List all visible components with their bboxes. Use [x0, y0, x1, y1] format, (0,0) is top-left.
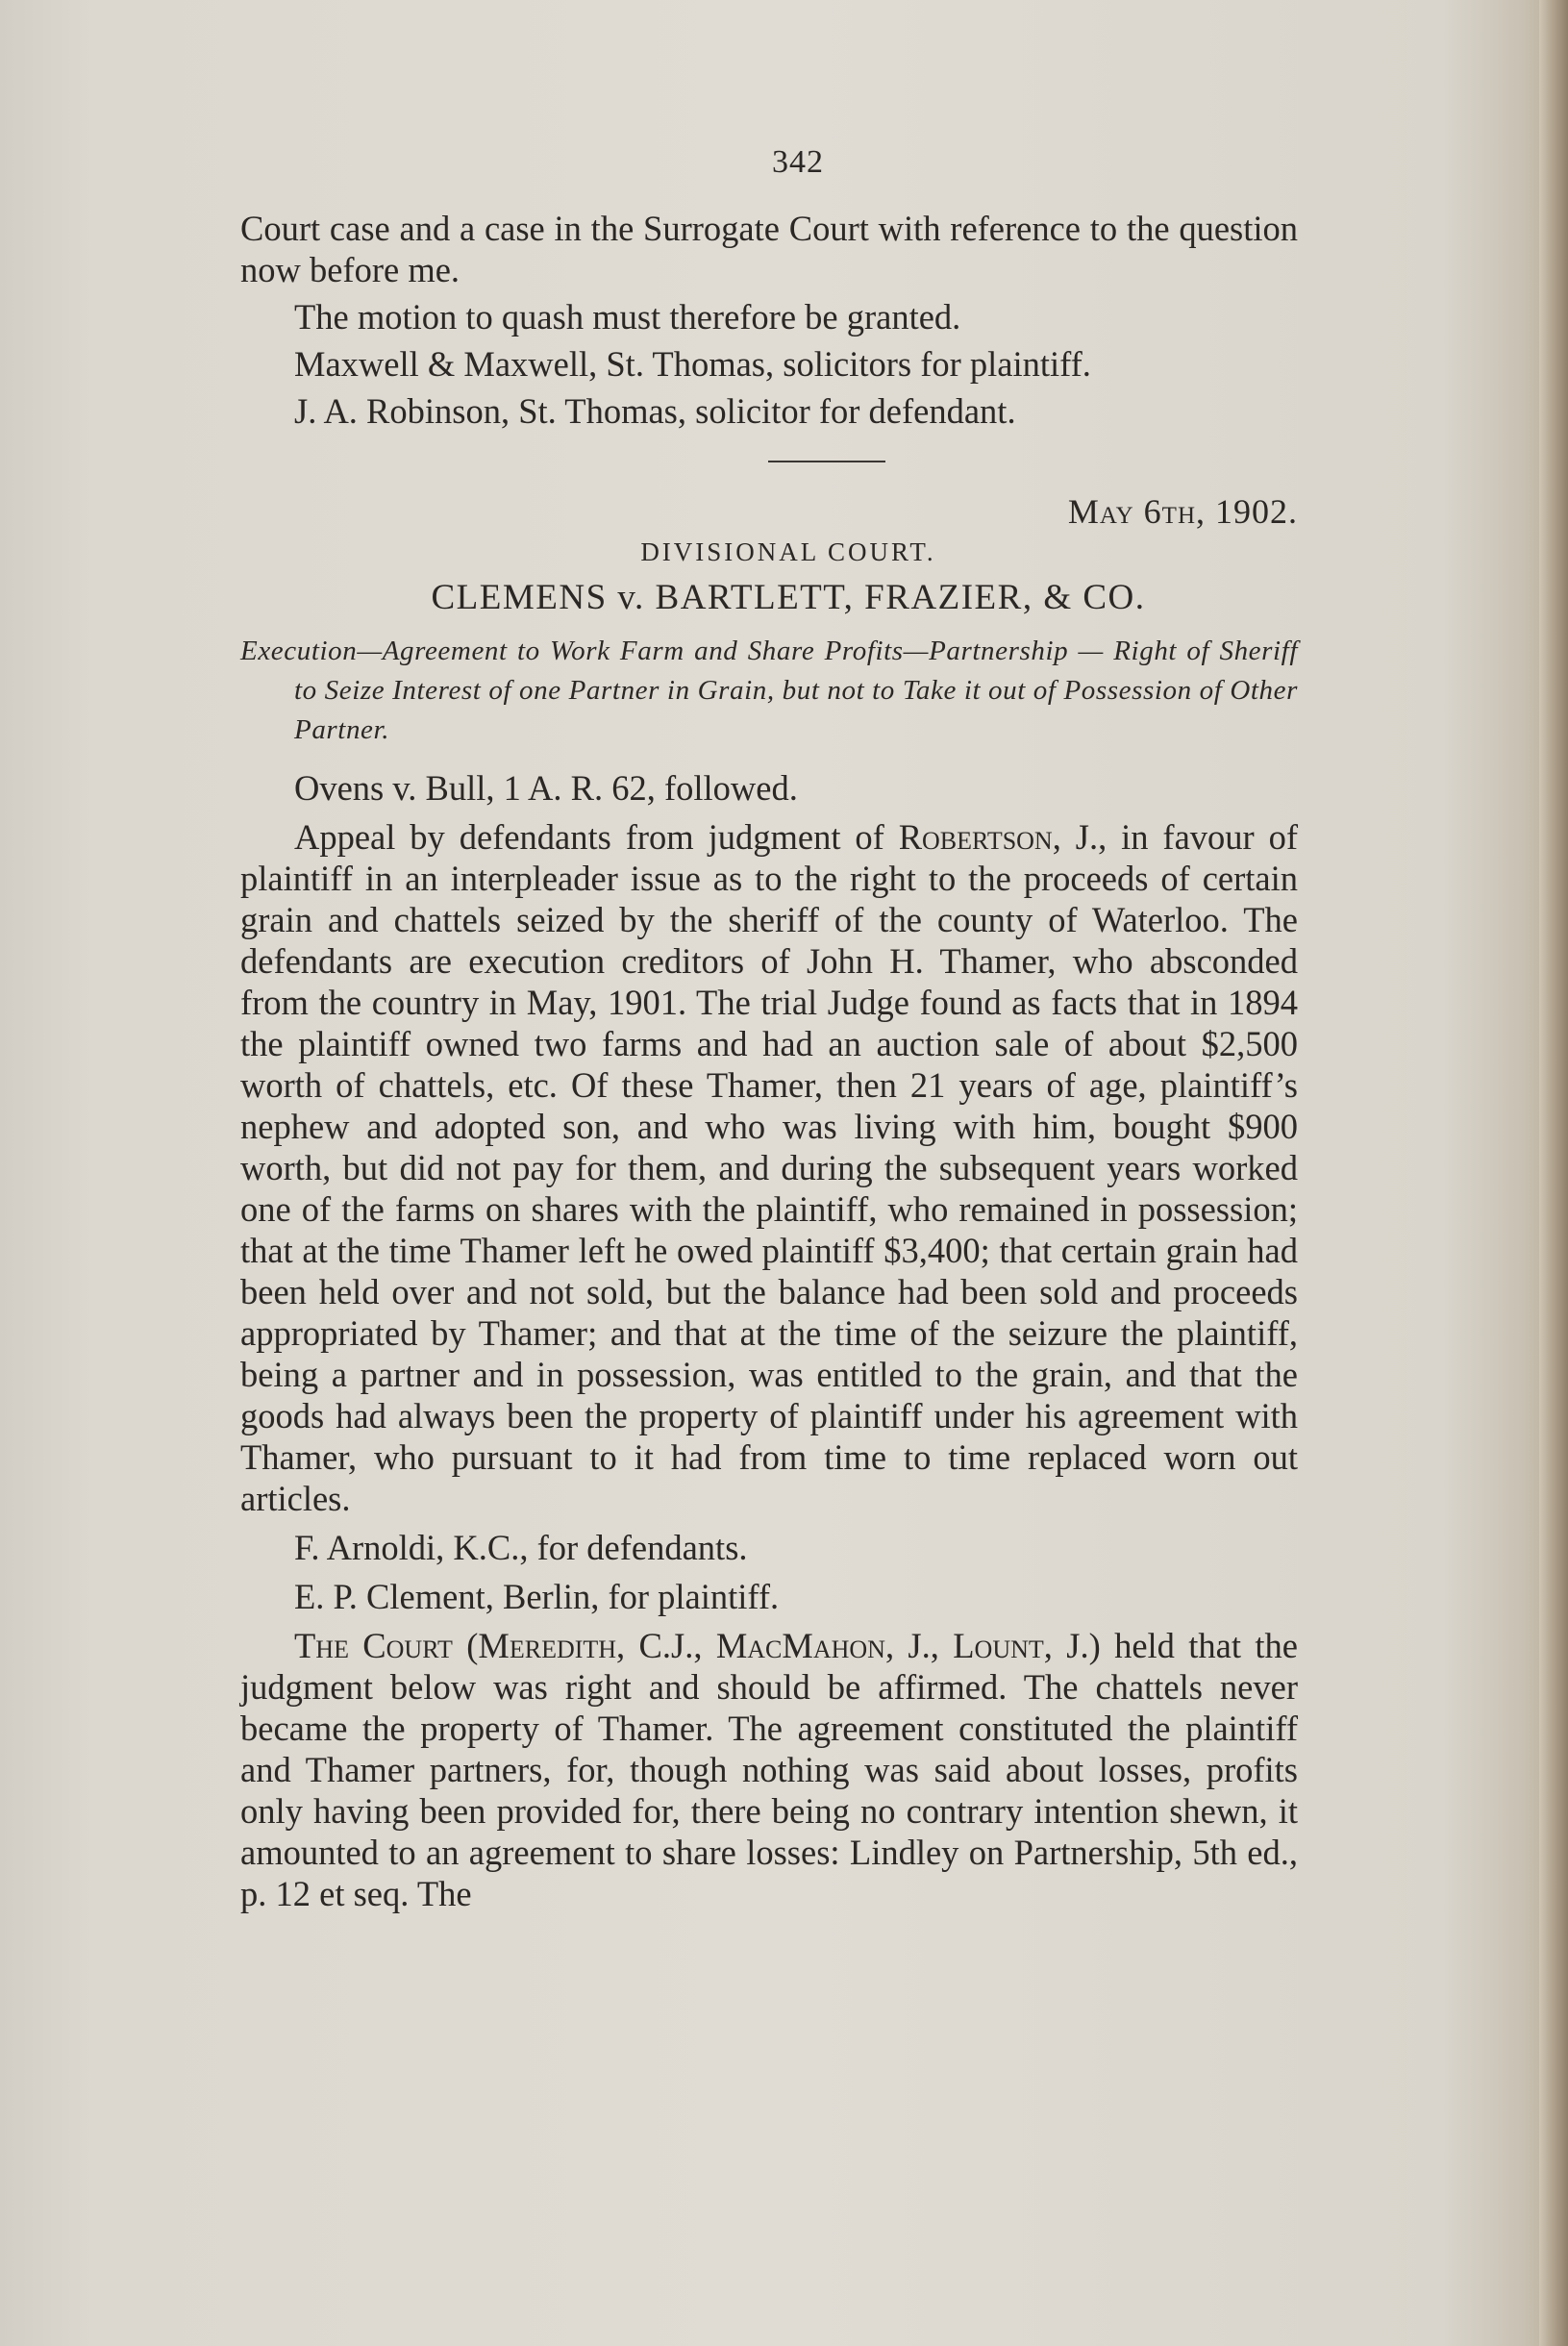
motion-line: The motion to quash must therefore be granted. — [294, 297, 961, 337]
continuation-paragraph: Court case and a case in the Surrogate Court with reference to the question now before me. — [240, 209, 1298, 289]
case-title: CLEMENS v. BARTLETT, FRAZIER, & CO. — [431, 578, 1146, 617]
judge-lount: Lount — [953, 1626, 1044, 1665]
counsel-plaintiff-previous: Maxwell & Maxwell, St. Thomas, solicitors for plaintiff. — [294, 344, 1091, 384]
page-content — [240, 144, 1298, 1914]
judges-open: ( — [452, 1626, 479, 1665]
appeal-start: Appeal by defendants from judgment of — [294, 817, 899, 857]
judges-close: , — [1043, 1626, 1053, 1665]
holding-text: J.) held that the judgment below was right and should be affirmed. The chattels never became the property of Thamer. The agreement constituted the plaintiff and Thamer partners, for, though nothing was said about losses, profits only having been provided for, there being no contrary intention shewn, it amounted to an agreement to share losses: Lindley on Partnership, 5th ed., p. 12 et seq. The — [240, 1626, 1298, 1913]
authority-line: Ovens v. Bull, 1 A. R. 62, followed. — [294, 768, 798, 808]
headnote: Execution—Agreement to Work Farm and Share Profits—Partnership — Right of Sheriff to Seize Interest of one Partner in Grain, but not to Take it out of Possession of Other Partner. — [240, 636, 1298, 745]
court-label: The Court — [294, 1626, 453, 1665]
counsel-defendant-previous: J. A. Robinson, St. Thomas, solicitor for defendant. — [294, 391, 1016, 431]
page-edge — [1539, 0, 1568, 2346]
judge-meredith-title: , C.J., — [616, 1626, 716, 1665]
judge-meredith: Meredith — [478, 1626, 617, 1665]
counsel-plaintiff: E. P. Clement, Berlin, for plaintiff. — [294, 1577, 780, 1616]
judge-macmahon-title: , J., — [884, 1626, 954, 1665]
judgment-paragraph — [240, 1625, 1298, 1914]
page-number: 342 — [772, 144, 824, 180]
judge-macmahon: MacMahon — [715, 1626, 885, 1665]
section-divider — [768, 461, 885, 462]
appeal-judge: Robertson — [898, 817, 1053, 857]
decision-date: May 6th, 1902. — [1067, 492, 1298, 531]
counsel-defendants: F. Arnoldi, K.C., for defendants. — [294, 1528, 748, 1567]
appeal-body: , J., in favour of plaintiff in an interpleader issue as to the right to the proceeds of certain grain and chattels seized by the sheriff of the county of Waterloo. The defendants are execution creditors of John H. Thamer, who absconded from the country in May, 1901. The trial Judge found as facts that in 1894 the plaintiff owned two farms and had an auction sale of about $2,500 worth of chattels, etc. Of these Thamer, then 21 years of age, plaintiff’s nephew and adopted son, and who was living with him, bought $900 worth, but did not pay for them, and during the subsequent years worked one of the farms on shares with the plaintiff, who remained in possession; that at the time Thamer left he owed plaintiff $3,400; that certain grain had been held over and not sold, but the balance had been sold and proceeds appropriated by Thamer; and that at the time of the seizure the plaintiff, being a partner and in possession, was entitled to the grain, and that the goods had always been the property of plaintiff under his agreement with Thamer, who pursuant to it had from time to time replaced worn out articles. — [240, 817, 1298, 1518]
appeal-paragraph — [240, 816, 1298, 1519]
court-name: DIVISIONAL COURT. — [640, 537, 936, 566]
